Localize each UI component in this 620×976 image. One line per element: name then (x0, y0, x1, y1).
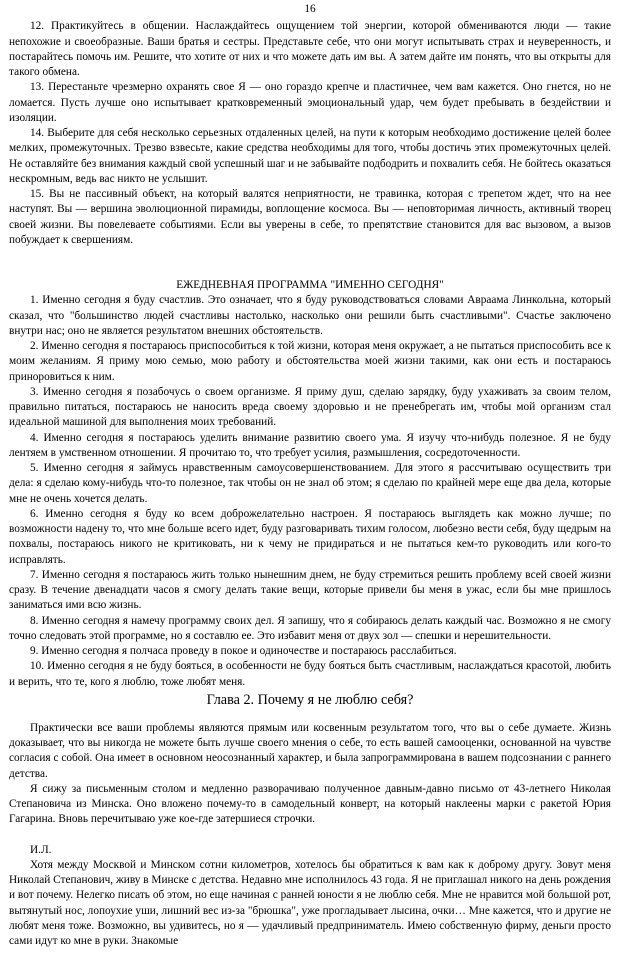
intro-paragraph: 14. Выберите для себя несколько серьезных отдаленных целей, на пути к которым необходимо достижение целей более мелких, промежуточных. Трезво взвесьте, какие средства необходимы для того, чтобы достичь этих промежуточных целей. Не оставляйте без внимания каждый свой успешный шаг и не забывайте подбодрить и похвалить себя. Не бойтесь оказаться нескромным, ведь вас никто не услышит. (9, 127, 611, 185)
program-item: 10. Именно сегодня я не буду бояться, в особенности не буду бояться быть счастливым, наслаждаться красотой, любить и верить, что те, кого я люблю, тоже любят меня. (9, 660, 611, 688)
program-item: 2. Именно сегодня я постараюсь приспособиться к той жизни, которая меня окружает, а не пытаться приспособить все к моим желаниям. Я приму мою семью, мою работу и обстоятельства моей жизни такими, как они есть и постараюсь приноровиться к ним. (9, 340, 611, 383)
page-number: 16 (304, 3, 316, 15)
intro-paragraph: 12. Практикуйтесь в общении. Наслаждайтесь ощущением той энергии, которой обмениваются люди — такие непохожие и своеобразные. Ваши братья и сестры. Представьте себе, что они могут испытывать страх и неуверенность, и постарайтесь помочь им. Решите, что хотите от них и что можете дать им вы. А затем дайте им понять, что вы открыты для такого обмена. (9, 20, 611, 78)
program-item: 8. Именно сегодня я намечу программу своих дел. Я запишу, что я собираюсь делать каждый час. Возможно я не смогу точно следовать этой программе, но я составлю ее. Это избавит меня от двух зол — спешки и нерешительности. (9, 614, 611, 642)
program-item: 5. Именно сегодня я займусь нравственным самоусовершенствованием. Для этого я рассчитываю осуществить три дела: я сделаю кому-нибудь что-то полезное, так чтобы он не знал об этом; я сделаю по крайней мере еще два дела, которые мне не очень хочется делать. (9, 462, 611, 505)
program-item: 3. Именно сегодня я позабочусь о своем организме. Я приму душ, сделаю зарядку, буду ухаживать за своим телом, правильно питаться, постараюсь не наносить вреда своему здоровью и не пренебрегать им, чтобы мой организм стал идеальной машиной для выполнения моих требований. (9, 385, 611, 429)
spacer (9, 828, 611, 843)
program-item: 7. Именно сегодня я постараюсь жить только нынешним днем, не буду стремиться решить проблему всей своей жизни сразу. В течение двенадцати часов я смогу делать такие вещи, которые привели бы меня в ужас, если бы мне пришлось заниматься ими всю жизнь. (9, 568, 611, 612)
intro-paragraph: 13. Перестаньте чрезмерно охранять свое Я — оно гораздо крепче и пластичнее, чем вам кажется. Оно гнется, но не ломается. Пусть лучше оно испытывает кратковременный эмоциональный удар, чем будет пребывать в бездействии и изоляции. (9, 81, 611, 124)
program-item: 6. Именно сегодня я буду ко всем доброжелательно настроен. Я постараюсь выглядеть как можно лучше; по возможности надену то, что мне больше всего идет, буду разговаривать тихим голосом, любезно вести себя, буду щедрым на похвалы, постараюсь никого не критиковать, ни к чему не придираться и не пытаться кем-то руководить или кого-то исправлять. (9, 507, 611, 566)
chapter-paragraph: Практически все ваши проблемы являются прямым или косвенным результатом того, что вы о себе думаете. Жизнь доказывает, что вы никогда не можете быть лучше своего мнения о себе, то есть вашей самооценки, основанной на чувстве согласия с собой. Она имеет в основном неосознанный характер, и была запрограммирована в вашем подсознании с раннего детства. (9, 721, 611, 780)
program-heading: ЕЖЕДНЕВНАЯ ПРОГРАММА "ИМЕННО СЕГОДНЯ" (176, 279, 444, 291)
chapter-title: Глава 2. Почему я не люблю себя? (206, 691, 414, 708)
program-item: 9. Именно сегодня я полчаса проведу в покое и одиночестве и постараюсь расслабиться. (30, 645, 457, 657)
program-item: 4. Именно сегодня я постараюсь уделить внимание развитию своего ума. Я изучу что-нибудь полезное. Я не буду лентяем в умственном отношении. Я прочитаю то, что требует усилия, размышления, сосредоточенности. (9, 431, 611, 459)
chapter-paragraph: Я сижу за письменным столом и медленно разворачиваю полученное давным-давно письмо от 43-летнего Николая Степановича из Минска. Оно вложено почему-то в самодельный конверт, на который наклеены марки с ракетой Юрия Гагарина. Вновь перечитываю уже кое-где затершиеся строчки. (9, 782, 611, 826)
spacer (9, 713, 611, 721)
letter-salutation: И.Л. (30, 843, 52, 856)
program-item: 1. Именно сегодня я буду счастлив. Это означает, что я буду руководствоваться словами Авраама Линкольна, который сказал, что "большинство людей счастливы настолько, насколько они решили быть счастливыми". Счастье заключено внутри нас; оно не является результатом внешних обстоятельств. (9, 294, 611, 337)
intro-paragraph: 15. Вы не пассивный объект, на который валятся неприятности, не травинка, которая с трепетом ждет, что на нее наступят. Вы — вершина эволюционной пирамиды, воплощение космоса. Вы — неповторимая личность, активный творец своей жизни. Вы повелеваете событиями. Если вы уверены в себе, то препятствие становится для вас вызовом, а вызов побуждает к свершениям. (9, 188, 611, 246)
spacer (9, 248, 611, 278)
letter-paragraph: Хотя между Москвой и Минском сотни километров, хотелось бы обратиться к вам как к доброму другу. Зовут меня Николай Степанович, живу в Минске с детства. Недавно мне исполнилось 43 года. Я не приглашал никого на день рождения и вот почему. Нелегко писать об этом, но еще начиная с ранней юности я не люблю себя. Мне не нравится мой большой рот, вытянутый нос, лопоухие уши, лишний вес из-за "брюшка", уже прогладывает лысина, очки… Мне кажется, что и другие не любят меня тоже. Возможно, вы удивитесь, но я — удачливый предприниматель. Имею собственную фирму, деньги просто сами идут ко мне в руки. Знакомые (9, 858, 611, 947)
